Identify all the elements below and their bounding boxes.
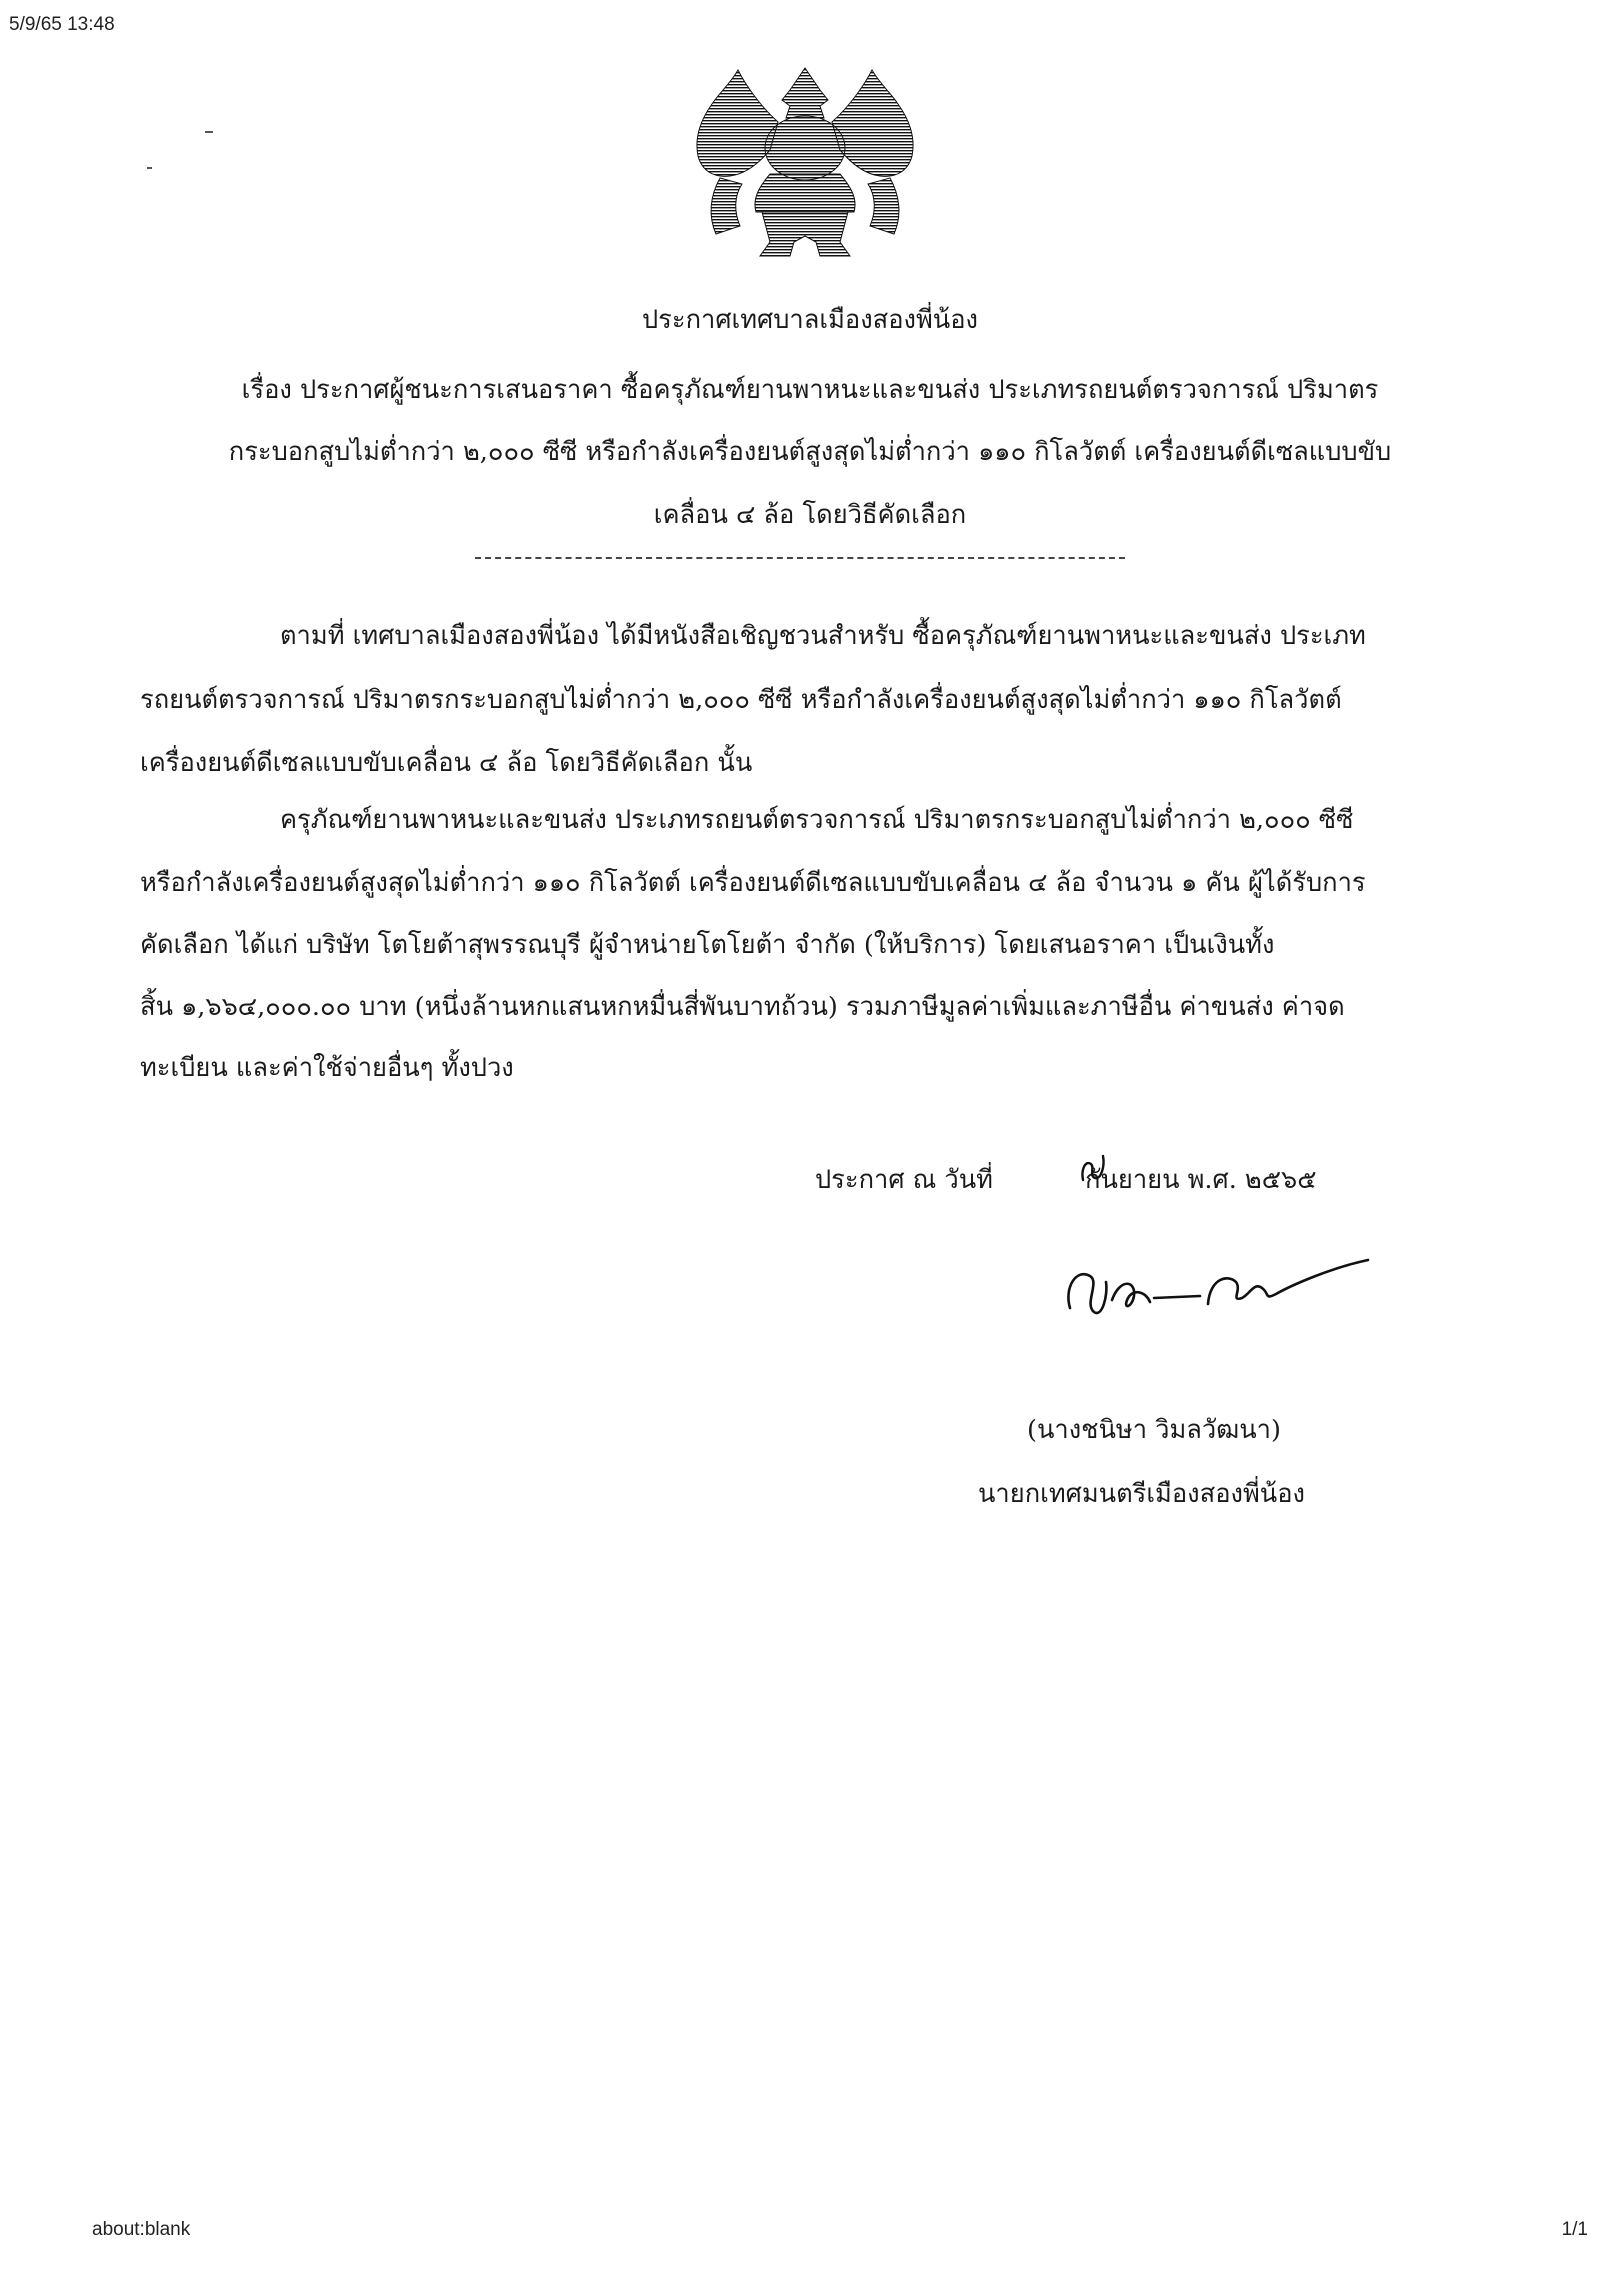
page-count: 1/1 [1561, 2219, 1588, 2240]
divider [475, 557, 1125, 559]
handwritten-day-icon [1075, 1150, 1115, 1190]
subject-line: เคลื่อน ๔ ล้อ โดยวิธีคัดเลือก [653, 500, 967, 530]
signature-icon [1050, 1238, 1380, 1348]
paragraph-line: ทะเบียน และค่าใช้จ่ายอื่นๆ ทั้งปวง [140, 1053, 514, 1083]
garuda-emblem-icon [690, 66, 920, 266]
paragraph-line: รถยนต์ตรวจการณ์ ปริมาตรกระบอกสูบไม่ต่ำกว่า ๒,๐๐๐ ซีซี หรือกำลังเครื่องยนต์สูงสุดไม่ต่ำกว่า ๑๑๐ กิโลวัตต์ [140, 685, 1342, 715]
paragraph-line: สิ้น ๑,๖๖๔,๐๐๐.๐๐ บาท (หนึ่งล้านหกแสนหกหมื่นสี่พันบาทถ้วน) รวมภาษีมูลค่าเพิ่มและภาษีอื่น ค่าขนส่ง ค่าจด [140, 992, 1345, 1022]
stray-mark [205, 131, 213, 133]
print-timestamp: 5/9/65 13:48 [9, 14, 115, 35]
paragraph-line: ตามที่ เทศบาลเมืองสองพี่น้อง ได้มีหนังสือเชิญชวนสำหรับ ซื้อครุภัณฑ์ยานพาหนะและขนส่ง ประเภท [280, 621, 1366, 651]
signatory-position: นายกเทศมนตรีเมืองสองพี่น้อง [978, 1479, 1305, 1509]
subject-line: กระบอกสูบไม่ต่ำกว่า ๒,๐๐๐ ซีซี หรือกำลังเครื่องยนต์สูงสุดไม่ต่ำกว่า ๑๑๐ กิโลวัตต์ เครื่องยนต์ดีเซลแบบขับ [228, 437, 1392, 467]
paragraph-line: ครุภัณฑ์ยานพาหนะและขนส่ง ประเภทรถยนต์ตรวจการณ์ ปริมาตรกระบอกสูบไม่ต่ำกว่า ๒,๐๐๐ ซีซี [280, 805, 1354, 835]
page-url: about:blank [92, 2219, 191, 2240]
announce-date-prefix: ประกาศ ณ วันที่ [815, 1165, 993, 1195]
subject-line: เรื่อง ประกาศผู้ชนะการเสนอราคา ซื้อครุภัณฑ์ยานพาหนะและขนส่ง ประเภทรถยนต์ตรวจการณ์ ปริมาตร [241, 375, 1379, 405]
paragraph-line: คัดเลือก ได้แก่ บริษัท โตโยต้าสุพรรณบุรี ผู้จำหน่ายโตโยต้า จำกัด (ให้บริการ) โดยเสนอราคา เป็นเงินทั้ง [140, 930, 1275, 960]
announce-date-month-year: กันยายน พ.ศ. ๒๕๖๕ [1085, 1165, 1317, 1195]
signatory-name: (นางชนิษา วิมลวัฒนา) [1027, 1415, 1281, 1445]
document-title: ประกาศเทศบาลเมืองสองพี่น้อง [642, 305, 978, 335]
paragraph-line: เครื่องยนต์ดีเซลแบบขับเคลื่อน ๔ ล้อ โดยวิธีคัดเลือก นั้น [140, 748, 753, 778]
stray-mark [147, 167, 152, 169]
paragraph-line: หรือกำลังเครื่องยนต์สูงสุดไม่ต่ำกว่า ๑๑๐ กิโลวัตต์ เครื่องยนต์ดีเซลแบบขับเคลื่อน ๔ ล้อ จำนวน ๑ คัน ผู้ได้รับการ [140, 868, 1366, 898]
